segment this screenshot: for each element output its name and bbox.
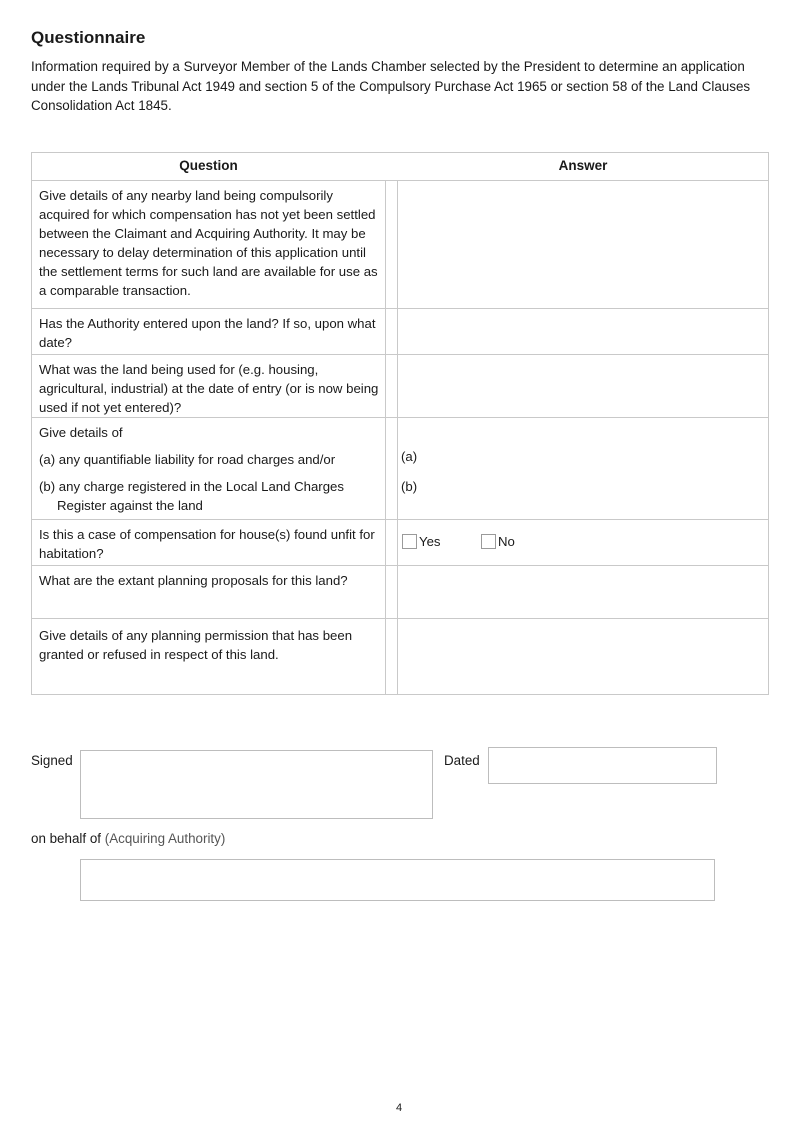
question-text: Give details of any nearby land being compulsorily acquired for which compensation has not yet been settled between the Claimant and Acquiring Authority. It may be necessary to delay determination of this application until the settlement terms for such land are available for use as a comparable transaction.	[39, 188, 378, 298]
question-text: What was the land being used for (e.g. housing, agricultural, industrial) at the date of entry (or is now being used if not yet entered)?	[39, 362, 379, 415]
yes-checkbox[interactable]	[402, 534, 417, 549]
on-behalf-label	[31, 831, 225, 846]
question-text: What are the extant planning proposals for this land?	[39, 573, 348, 588]
answer-field[interactable]	[401, 181, 768, 308]
on-behalf-text: on behalf of	[31, 831, 101, 846]
table-row	[32, 619, 768, 694]
page-number: 4	[396, 1102, 403, 1114]
signed-label: Signed	[31, 753, 73, 768]
question-text: Is this a case of compensation for house(s) found unfit for habitation?	[39, 527, 375, 561]
table-row	[32, 309, 768, 355]
no-label: No	[498, 534, 515, 549]
header-question: Question	[179, 158, 238, 173]
question-text	[39, 423, 381, 515]
questionnaire-table	[31, 152, 769, 695]
answer-field[interactable]	[401, 619, 768, 694]
table-row	[32, 566, 768, 619]
table-row	[32, 520, 768, 566]
no-option[interactable]	[481, 534, 515, 549]
question-lead: Give details of	[39, 425, 123, 440]
answer-label-a: (a)	[401, 449, 418, 464]
answer-field	[401, 520, 768, 565]
table-row	[32, 418, 768, 520]
signature-box[interactable]	[80, 750, 433, 819]
answer-label-b: (b)	[401, 479, 418, 494]
page-title: Questionnaire	[31, 28, 146, 47]
table-row	[32, 355, 768, 418]
table-header	[32, 153, 768, 181]
answer-field[interactable]	[401, 566, 768, 618]
dated-label: Dated	[444, 753, 480, 768]
header-answer: Answer	[558, 158, 608, 173]
date-field[interactable]	[488, 747, 717, 784]
acquiring-authority-field[interactable]	[80, 859, 715, 901]
yes-option[interactable]	[402, 534, 441, 549]
on-behalf-paren: (Acquiring Authority)	[104, 831, 226, 846]
question-text: Give details of any planning permission that has been granted or refused in respect of this land.	[39, 628, 353, 662]
question-text: Has the Authority entered upon the land? If so, upon what date?	[39, 316, 376, 350]
no-checkbox[interactable]	[481, 534, 496, 549]
answer-field[interactable]	[401, 355, 768, 417]
question-sub-a: (a) any quantifiable liability for road charges and/or	[39, 452, 336, 467]
answer-field[interactable]	[401, 309, 768, 354]
yes-label: Yes	[419, 534, 441, 549]
question-sub-b: (b) any charge registered in the Local Land Charges Register against the land	[39, 479, 344, 513]
answer-field[interactable]	[401, 418, 768, 519]
intro-paragraph: Information required by a Surveyor Member of the Lands Chamber selected by the President to determine an application under the Lands Tribunal Act 1949 and section 5 of the Compulsory Purchase Act 1965 or section 58 of the Land Clauses Consolidation Act 1845.	[31, 59, 751, 113]
table-row	[32, 181, 768, 309]
